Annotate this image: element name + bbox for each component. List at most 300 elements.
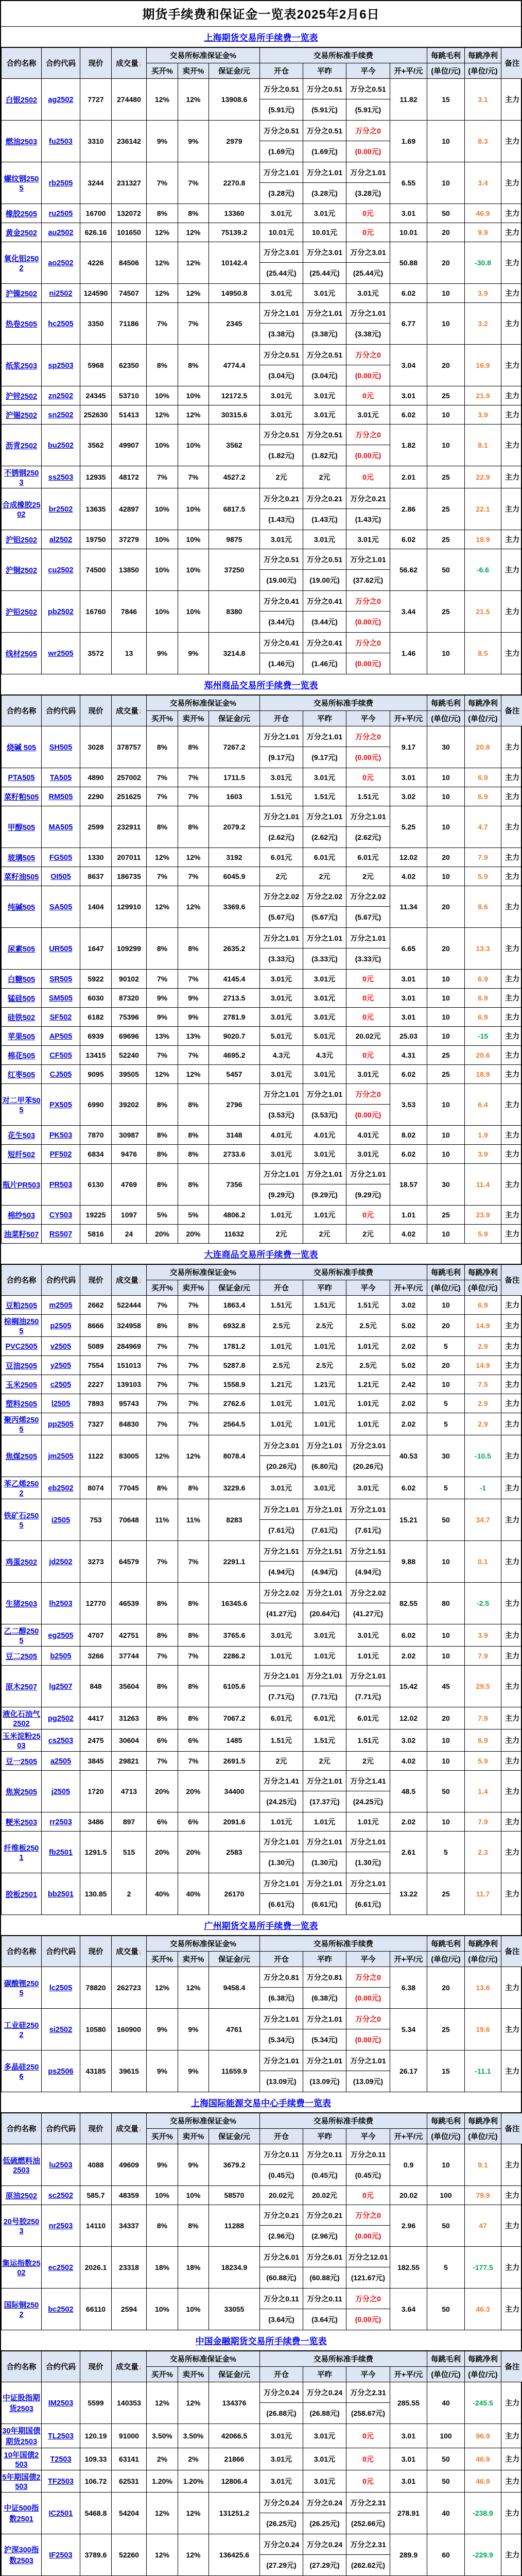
volume-cell: 39202 bbox=[112, 1084, 147, 1126]
col-header-volume-sort[interactable]: 成交量↓ bbox=[112, 2351, 147, 2382]
contract-code-link[interactable]: IC2501 bbox=[49, 2510, 73, 2518]
contract-code-link[interactable]: al2502 bbox=[49, 536, 72, 544]
tick-net-cell: 20.8 bbox=[465, 726, 501, 768]
col-header-net-unit: (单位/元) bbox=[465, 1952, 501, 1967]
contract-code-link[interactable]: lh2503 bbox=[49, 1600, 72, 1608]
contract-code-link[interactable]: fu2503 bbox=[49, 138, 73, 146]
price-cell: 3266 bbox=[80, 1647, 112, 1666]
contract-code-link[interactable]: rr2503 bbox=[49, 1818, 72, 1826]
tick-gross-cell: 10 bbox=[427, 1008, 465, 1027]
tick-gross-cell: 45 bbox=[427, 1666, 465, 1707]
contract-name-link[interactable]: 对二甲苯505 bbox=[2, 1097, 40, 1114]
price-cell: 16700 bbox=[80, 204, 112, 223]
open-plus-close-cell: 3.02 bbox=[390, 1296, 427, 1315]
open-plus-close-cell: 13.22 bbox=[390, 1873, 427, 1915]
contract-name-link[interactable]: 沪铝2502 bbox=[6, 536, 37, 545]
contract-name-link[interactable]: 国际铜2502 bbox=[4, 2301, 39, 2319]
contract-name-cell bbox=[2, 242, 42, 284]
open-fee-cell: 万分之0.41 (3.44元) bbox=[260, 591, 303, 633]
col-group-margin: 交易所标准保证金% bbox=[147, 48, 260, 63]
contract-name-link[interactable]: 玻璃505 bbox=[8, 854, 35, 862]
close-yest-fee-cell: 万分之1.01 (7.61元) bbox=[303, 1499, 346, 1541]
close-today-fee-cell: 3.01元 bbox=[346, 1065, 390, 1084]
contract-code-link[interactable]: bu2502 bbox=[48, 442, 74, 450]
open-plus-close-cell: 289.9 bbox=[390, 2534, 427, 2576]
contract-name-link[interactable]: 氧化铝2502 bbox=[4, 255, 39, 273]
contract-name-link[interactable]: 燃油2503 bbox=[6, 138, 37, 146]
contract-name-link[interactable]: PVC2505 bbox=[5, 1343, 37, 1351]
contract-name-link[interactable]: 纤维板2501 bbox=[4, 1844, 39, 1862]
close-today-fee-cell: 万分之2.02 (41.27元) bbox=[346, 1583, 390, 1624]
section-title[interactable]: 大连商品交易所手续费一览表 bbox=[1, 1244, 521, 1264]
contract-name-link[interactable]: 粳米2503 bbox=[6, 1819, 37, 1827]
buy-margin-cell: 7% bbox=[147, 466, 178, 488]
open-plus-close-cell: 3.01 bbox=[390, 2424, 427, 2448]
contract-name-link[interactable]: 沪镍2502 bbox=[6, 290, 37, 298]
contract-name-link[interactable]: 多晶硅2506 bbox=[4, 2063, 39, 2081]
contract-name-cell bbox=[2, 1647, 42, 1666]
contract-name-link[interactable]: 液化石油气2502 bbox=[3, 1710, 40, 1728]
sell-margin-cell: 7% bbox=[178, 787, 209, 806]
contract-code-link[interactable]: UR505 bbox=[49, 945, 72, 953]
contract-name-link[interactable]: 菜籽油505 bbox=[4, 873, 39, 882]
buy-margin-cell: 8% bbox=[147, 1145, 178, 1164]
open-fee-cell: 万分之1.01 (5.34元) bbox=[260, 2009, 303, 2050]
close-yest-fee-cell: 6.01元 bbox=[303, 848, 346, 867]
contract-name-link[interactable]: 鸡蛋2502 bbox=[6, 1558, 37, 1567]
contract-code-link[interactable]: ru2505 bbox=[49, 210, 73, 218]
close-today-fee-cell: 3.01元 bbox=[346, 1145, 390, 1164]
volume-cell: 109299 bbox=[112, 928, 147, 970]
margin-yuan-cell: 2345 bbox=[209, 303, 260, 345]
contract-code-link[interactable]: PF502 bbox=[50, 1150, 72, 1159]
contract-code-link[interactable]: m2505 bbox=[49, 1301, 72, 1310]
col-header-margin-yuan: 保证金/元 bbox=[209, 63, 260, 79]
close-today-fee-cell: 0元 bbox=[346, 768, 390, 787]
contract-code-cell bbox=[42, 2382, 80, 2424]
open-plus-close-cell: 6.02 bbox=[390, 405, 427, 425]
buy-margin-cell: 10% bbox=[147, 425, 178, 466]
close-yest-fee-cell: 5.01元 bbox=[303, 1027, 346, 1046]
contract-name-link[interactable]: 低硫燃料油2503 bbox=[3, 2157, 40, 2175]
open-plus-close-cell: 3.53 bbox=[390, 1084, 427, 1126]
price-cell: 6030 bbox=[80, 989, 112, 1008]
contract-code-link[interactable]: IM2503 bbox=[48, 2399, 73, 2408]
close-today-fee-cell: 万分之2.31 (258.67元) bbox=[346, 2382, 390, 2424]
col-group-margin: 交易所标准保证金% bbox=[147, 2113, 260, 2129]
contract-name-link[interactable]: 10年国债2503 bbox=[4, 2451, 39, 2469]
contract-row bbox=[2, 1435, 522, 1477]
section-title[interactable]: 上海国际能源交易中心手续费一览表 bbox=[1, 2092, 521, 2113]
contract-name-link[interactable]: 豆一2505 bbox=[6, 1758, 37, 1766]
margin-yuan-cell: 11632 bbox=[209, 1225, 260, 1244]
volume-cell: 23318 bbox=[112, 2247, 147, 2289]
contract-name-link[interactable]: 沪锡2502 bbox=[6, 412, 37, 420]
contract-name-link[interactable]: 5年期国债2503 bbox=[2, 2473, 40, 2491]
open-fee-cell: 3.01元 bbox=[260, 1008, 303, 1027]
volume-cell: 160900 bbox=[112, 2009, 147, 2050]
contract-name-link[interactable]: 棉花505 bbox=[8, 1052, 35, 1060]
sell-margin-cell: 8% bbox=[178, 345, 209, 386]
contract-code-link[interactable]: zn2502 bbox=[48, 392, 73, 400]
contract-name-link[interactable]: 螺纹钢2505 bbox=[4, 175, 39, 193]
contract-name-link[interactable]: 焦煤2505 bbox=[6, 1453, 37, 1461]
contract-name-link[interactable]: 合成橡胶2502 bbox=[2, 501, 40, 519]
contract-code-link[interactable]: FG505 bbox=[49, 854, 72, 862]
contract-name-link[interactable]: 沪铜2502 bbox=[6, 567, 37, 575]
volume-cell: 34337 bbox=[112, 2205, 147, 2247]
contract-name-link[interactable]: 铁矿石2505 bbox=[4, 1512, 39, 1530]
contract-code-link[interactable]: ni2502 bbox=[49, 290, 72, 298]
contract-code-link[interactable]: si2502 bbox=[49, 2026, 72, 2034]
contract-code-link[interactable]: SR505 bbox=[49, 975, 72, 984]
contract-name-link[interactable]: 油菜籽507 bbox=[4, 1231, 39, 1239]
contract-name-link[interactable]: 沪铅2502 bbox=[6, 608, 37, 617]
contract-name-link[interactable]: 白银2502 bbox=[6, 96, 37, 105]
margin-yuan-cell: 37250 bbox=[209, 549, 260, 591]
contract-code-link[interactable]: TL2503 bbox=[48, 2432, 74, 2441]
section-title[interactable]: 上海期货交易所手续费一览表 bbox=[1, 27, 521, 47]
tick-net-cell: -245.5 bbox=[465, 2382, 501, 2424]
contract-code-link[interactable]: ps2506 bbox=[48, 2067, 73, 2076]
fee-table bbox=[1, 47, 522, 674]
col-header-price: 现价 bbox=[80, 48, 112, 79]
contract-name-link[interactable]: 碳酸锂2505 bbox=[4, 1980, 39, 1997]
contract-code-link[interactable]: PK503 bbox=[49, 1131, 72, 1140]
open-fee-cell: 2元 bbox=[260, 1225, 303, 1244]
contract-row bbox=[2, 121, 522, 162]
contract-row bbox=[2, 2205, 522, 2247]
margin-yuan-cell: 13908.6 bbox=[209, 79, 260, 121]
contract-row bbox=[2, 2186, 522, 2205]
contract-code-link[interactable]: ag2502 bbox=[48, 96, 73, 104]
contract-name-link[interactable]: 原木2507 bbox=[6, 1683, 37, 1691]
contract-name-link[interactable]: 胶板2501 bbox=[6, 1891, 37, 1899]
buy-margin-cell: 12% bbox=[147, 2493, 178, 2534]
contract-name-link[interactable]: 沪锌2502 bbox=[6, 393, 37, 401]
buy-margin-cell: 11% bbox=[147, 1499, 178, 1541]
col-header-tick-gross: 每跳毛利 bbox=[427, 2113, 465, 2129]
contract-name-link[interactable]: 30年期国债期货2503 bbox=[2, 2427, 40, 2446]
contract-code-link[interactable]: IF2503 bbox=[49, 2551, 72, 2560]
note-cell: 主力 bbox=[501, 2186, 522, 2205]
contract-row bbox=[2, 1413, 522, 1435]
contract-name-link[interactable]: 尿素505 bbox=[8, 945, 35, 954]
col-header-volume-sort[interactable]: 成交量↓ bbox=[112, 1936, 147, 1967]
section-title[interactable]: 广州期货交易所手续费一览表 bbox=[1, 1915, 521, 1936]
contract-name-link[interactable]: 菜籽粕505 bbox=[4, 793, 39, 802]
contract-code-link[interactable]: T2503 bbox=[50, 2455, 71, 2464]
tick-net-cell: 96.9 bbox=[465, 2424, 501, 2448]
contract-name-link[interactable]: 玉米淀粉2503 bbox=[2, 1733, 40, 1750]
contract-code-link[interactable]: sn2502 bbox=[48, 411, 73, 419]
contract-name-link[interactable]: 瓶片PR503 bbox=[3, 1181, 40, 1190]
contract-name-link[interactable]: 20号胶2503 bbox=[4, 2218, 39, 2235]
contract-name-link[interactable]: 甲醇505 bbox=[8, 824, 35, 832]
contract-name-link[interactable]: 玉米2505 bbox=[6, 1381, 37, 1389]
contract-name-link[interactable]: 沥青2502 bbox=[6, 442, 37, 450]
buy-margin-cell: 12% bbox=[147, 1967, 178, 2009]
contract-code-link[interactable]: RS507 bbox=[49, 1230, 72, 1239]
contract-name-link[interactable]: 沪深300指数2503 bbox=[4, 2546, 39, 2565]
contract-name-link[interactable]: 聚丙烯2505 bbox=[4, 1416, 39, 1434]
contract-code-cell bbox=[42, 488, 80, 530]
contract-name-cell bbox=[2, 2050, 42, 2092]
buy-margin-cell: 7% bbox=[147, 768, 178, 787]
contract-code-link[interactable]: ss2503 bbox=[48, 473, 73, 482]
contract-code-link[interactable]: cu2502 bbox=[48, 566, 73, 574]
open-plus-close-cell: 4.02 bbox=[390, 1752, 427, 1771]
contract-code-link[interactable]: jd2502 bbox=[49, 1558, 72, 1566]
col-header-name: 合约名称 bbox=[2, 2113, 42, 2144]
contract-row bbox=[2, 633, 522, 674]
contract-code-cell bbox=[42, 549, 80, 591]
open-plus-close-cell: 6.65 bbox=[390, 928, 427, 970]
close-today-fee-cell: 万分之2.31 (262.62元) bbox=[346, 2534, 390, 2576]
contract-code-link[interactable]: PR503 bbox=[49, 1181, 72, 1189]
col-header-price: 现价 bbox=[80, 696, 112, 726]
tick-net-cell: 14.9 bbox=[465, 1315, 501, 1337]
contract-name-cell bbox=[2, 1356, 42, 1375]
contract-code-link[interactable]: sp2503 bbox=[48, 362, 73, 370]
close-yest-fee-cell: 3.01元 bbox=[303, 989, 346, 1008]
contract-code-link[interactable]: TA505 bbox=[50, 774, 72, 782]
contract-name-link[interactable]: 烧碱 505 bbox=[7, 744, 36, 752]
price-cell: 14110 bbox=[80, 2205, 112, 2247]
contract-code-link[interactable]: AP505 bbox=[49, 1032, 72, 1041]
col-header-price: 现价 bbox=[80, 1265, 112, 1296]
col-header-volume-sort[interactable]: 成交量↓ bbox=[112, 1265, 147, 1296]
contract-name-link[interactable]: 豆油2505 bbox=[6, 1362, 37, 1370]
sell-margin-cell: 7% bbox=[178, 1356, 209, 1375]
contract-code-link[interactable]: l2505 bbox=[51, 1400, 70, 1408]
contract-name-cell bbox=[2, 2144, 42, 2186]
contract-name-link[interactable]: PTA505 bbox=[8, 774, 34, 782]
contract-code-link[interactable]: SH505 bbox=[49, 743, 72, 752]
contract-code-link[interactable]: lc2505 bbox=[49, 1984, 72, 1992]
contract-code-link[interactable]: y2505 bbox=[50, 1362, 71, 1370]
contract-code-cell bbox=[42, 530, 80, 549]
contract-code-link[interactable]: jm2505 bbox=[48, 1452, 73, 1461]
contract-code-link[interactable]: pg2502 bbox=[48, 1715, 74, 1723]
tick-net-cell: 21.9 bbox=[465, 386, 501, 405]
contract-name-link[interactable]: 锰硅505 bbox=[8, 995, 35, 1003]
contract-code-link[interactable]: eg2505 bbox=[48, 1632, 73, 1640]
tick-net-cell: 3.9 bbox=[465, 405, 501, 425]
contract-code-link[interactable]: b2505 bbox=[50, 1652, 71, 1660]
note-cell: 主力 bbox=[501, 1337, 522, 1356]
col-header-note: 备注 bbox=[501, 48, 522, 79]
contract-code-link[interactable]: au2502 bbox=[48, 229, 73, 237]
contract-code-link[interactable]: lg2507 bbox=[49, 1683, 72, 1691]
contract-name-link[interactable]: 苹果505 bbox=[8, 1033, 35, 1041]
contract-code-cell bbox=[42, 79, 80, 121]
contract-code-link[interactable]: lu2503 bbox=[49, 2161, 72, 2170]
contract-code-link[interactable]: sc2502 bbox=[48, 2192, 73, 2200]
tick-net-cell: 5.9 bbox=[465, 867, 501, 886]
sell-margin-cell: 10% bbox=[178, 488, 209, 530]
contract-name-link[interactable]: 红枣505 bbox=[8, 1071, 35, 1079]
contract-code-link[interactable]: wr2505 bbox=[48, 650, 73, 658]
margin-yuan-cell: 42066.5 bbox=[209, 2424, 260, 2448]
contract-code-link[interactable]: pb2502 bbox=[48, 608, 74, 616]
contract-code-link[interactable]: i2505 bbox=[51, 1516, 70, 1524]
contract-name-link[interactable]: 中证500指数2501 bbox=[4, 2504, 39, 2523]
contract-name-link[interactable]: 纯碱505 bbox=[8, 904, 35, 912]
note-cell: 主力 bbox=[501, 386, 522, 405]
sell-margin-cell: 10% bbox=[178, 549, 209, 591]
contract-code-link[interactable]: p2505 bbox=[50, 1322, 71, 1330]
contract-code-link[interactable]: ao2502 bbox=[48, 259, 73, 267]
contract-name-link[interactable]: 乙二醇2505 bbox=[4, 1628, 39, 1645]
sell-margin-cell: 9% bbox=[178, 2144, 209, 2186]
contract-name-link[interactable]: 集运指数2502 bbox=[2, 2260, 40, 2277]
contract-name-link[interactable]: 工业硅2502 bbox=[4, 2022, 39, 2039]
contract-name-link[interactable]: 热卷2505 bbox=[6, 320, 37, 329]
volume-cell: 37744 bbox=[112, 1647, 147, 1666]
sell-margin-cell: 8% bbox=[178, 2205, 209, 2247]
contract-code-link[interactable]: j2505 bbox=[51, 1788, 70, 1796]
sell-margin-cell: 7% bbox=[178, 162, 209, 204]
contract-code-link[interactable]: OI505 bbox=[50, 873, 71, 881]
contract-name-link[interactable]: 纸浆2503 bbox=[6, 362, 37, 370]
contract-code-link[interactable]: bb2501 bbox=[48, 1890, 74, 1899]
margin-yuan-cell: 1558.9 bbox=[209, 1375, 260, 1394]
contract-name-link[interactable]: 豆粕2505 bbox=[6, 1302, 37, 1310]
sell-margin-cell: 12% bbox=[178, 223, 209, 242]
close-yest-fee-cell: 万分之0.51 (3.04元) bbox=[303, 345, 346, 386]
contract-code-link[interactable]: MA505 bbox=[49, 823, 73, 832]
col-header-open: 开仓 bbox=[260, 1280, 303, 1296]
contract-code-link[interactable]: SM505 bbox=[49, 994, 73, 1003]
col-header-volume-sort[interactable]: 成交量↓ bbox=[112, 48, 147, 79]
close-yest-fee-cell: 万分之3.01 (25.44元) bbox=[303, 242, 346, 284]
close-today-fee-cell: 0元 bbox=[346, 2448, 390, 2470]
contract-name-link[interactable]: 棕榈油2505 bbox=[4, 1318, 39, 1335]
contract-code-link[interactable]: fb2501 bbox=[49, 1849, 73, 1857]
buy-margin-cell: 8% bbox=[147, 1707, 178, 1730]
col-header-volume-sort[interactable]: 成交量↓ bbox=[112, 696, 147, 726]
contract-name-link[interactable]: 不锈钢2503 bbox=[4, 469, 39, 487]
price-cell: 3028 bbox=[80, 726, 112, 768]
contract-code-link[interactable]: hc2505 bbox=[48, 320, 73, 328]
contract-code-link[interactable]: cs2503 bbox=[48, 1737, 73, 1745]
contract-name-link[interactable]: 黄金2502 bbox=[6, 229, 37, 238]
close-yest-fee-cell: 万分之1.01 (20.64元) bbox=[303, 1583, 346, 1624]
contract-code-cell bbox=[42, 1541, 80, 1583]
contract-code-link[interactable]: PX505 bbox=[49, 1101, 72, 1109]
close-yest-fee-cell: 万分之1.01 (2.62元) bbox=[303, 806, 346, 848]
section-title[interactable]: 中国金融期货交易所手续费一览表 bbox=[1, 2330, 521, 2351]
contract-code-link[interactable]: br2502 bbox=[49, 505, 73, 514]
close-today-fee-cell: 3.01元 bbox=[346, 284, 390, 303]
contract-code-link[interactable]: v2505 bbox=[50, 1343, 71, 1351]
col-header-gross-unit: (单位/元) bbox=[427, 1952, 465, 1967]
open-plus-close-cell: 25.03 bbox=[390, 1027, 427, 1046]
tick-gross-cell: 40 bbox=[427, 2382, 465, 2424]
contract-name-link[interactable]: 中证股指期货2503 bbox=[3, 2394, 40, 2413]
sell-margin-cell: 8% bbox=[178, 1583, 209, 1624]
contract-code-link[interactable]: CF505 bbox=[49, 1052, 72, 1060]
contract-name-link[interactable]: 苯乙烯2502 bbox=[4, 1480, 39, 1498]
contract-code-link[interactable]: eb2502 bbox=[48, 1484, 73, 1493]
volume-cell: 522444 bbox=[112, 1296, 147, 1315]
contract-name-link[interactable]: 焦炭2505 bbox=[6, 1788, 37, 1797]
contract-code-link[interactable]: c2505 bbox=[50, 1381, 71, 1389]
contract-code-link[interactable]: SA505 bbox=[49, 903, 72, 911]
contract-code-cell bbox=[42, 2050, 80, 2092]
col-header-open: 开仓 bbox=[260, 63, 303, 79]
contract-name-link[interactable]: 花生503 bbox=[8, 1132, 35, 1140]
contract-code-link[interactable]: pp2505 bbox=[48, 1420, 74, 1429]
contract-code-link[interactable]: SF502 bbox=[50, 1013, 72, 1022]
col-header-code: 合约代码 bbox=[42, 2351, 80, 2382]
contract-name-link[interactable]: 生猪2503 bbox=[6, 1600, 37, 1608]
tick-gross-cell: 25 bbox=[427, 1046, 465, 1065]
sell-margin-cell: 10% bbox=[178, 386, 209, 405]
tick-gross-cell: 10 bbox=[427, 1375, 465, 1394]
open-fee-cell: 3.01元 bbox=[260, 768, 303, 787]
contract-name-link[interactable]: 线材2505 bbox=[6, 650, 37, 658]
close-yest-fee-cell: 3.01元 bbox=[303, 405, 346, 425]
contract-code-link[interactable]: TF2503 bbox=[48, 2478, 74, 2486]
col-header-volume-sort[interactable]: 成交量↓ bbox=[112, 2113, 147, 2144]
buy-margin-cell: 9% bbox=[147, 121, 178, 162]
contract-name-link[interactable]: 白糖505 bbox=[8, 976, 35, 984]
contract-name-link[interactable]: 短纤502 bbox=[8, 1151, 35, 1159]
contract-code-link[interactable]: CY503 bbox=[49, 1211, 72, 1219]
contract-code-link[interactable]: nr2503 bbox=[49, 2222, 73, 2230]
col-header-margin-yuan: 保证金/元 bbox=[209, 2129, 260, 2144]
contract-name-link[interactable]: 橡胶2505 bbox=[6, 210, 37, 218]
tick-net-cell: 8.3 bbox=[465, 121, 501, 162]
open-fee-cell: 1.01元 bbox=[260, 1647, 303, 1666]
contract-code-link[interactable]: rb2505 bbox=[49, 179, 73, 188]
open-plus-close-cell: 5.34 bbox=[390, 2009, 427, 2050]
contract-name-link[interactable]: 豆二2505 bbox=[6, 1653, 37, 1661]
contract-code-link[interactable]: a2505 bbox=[50, 1757, 71, 1766]
contract-code-cell bbox=[42, 2144, 80, 2186]
tick-gross-cell: 30 bbox=[427, 726, 465, 768]
sell-margin-cell: 10% bbox=[178, 2186, 209, 2205]
col-header-open-plus-close: 开+平/元 bbox=[390, 711, 427, 726]
tick-gross-cell: 50 bbox=[427, 549, 465, 591]
sell-margin-cell: 12% bbox=[178, 886, 209, 928]
contract-row bbox=[2, 223, 522, 242]
contract-code-link[interactable]: CJ505 bbox=[50, 1071, 72, 1079]
contract-code-link[interactable]: ec2502 bbox=[48, 2264, 73, 2272]
contract-name-link[interactable]: 原油2502 bbox=[6, 2192, 37, 2200]
price-cell: 13635 bbox=[80, 488, 112, 530]
open-fee-cell: 3.01元 bbox=[260, 2448, 303, 2470]
contract-name-link[interactable]: 硅铁502 bbox=[8, 1014, 35, 1022]
contract-name-link[interactable]: 棉纱503 bbox=[8, 1212, 35, 1220]
open-plus-close-cell: 4.31 bbox=[390, 1046, 427, 1065]
volume-cell: 54204 bbox=[112, 2493, 147, 2534]
open-fee-cell: 1.01元 bbox=[260, 1206, 303, 1225]
contract-code-link[interactable]: RM505 bbox=[49, 793, 73, 801]
contract-name-link[interactable]: 塑料2505 bbox=[6, 1400, 37, 1409]
sell-margin-cell: 12% bbox=[178, 848, 209, 867]
contract-code-cell bbox=[42, 223, 80, 242]
contract-code-link[interactable]: bc2502 bbox=[48, 2306, 73, 2314]
open-fee-cell: 20.02元 bbox=[260, 2186, 303, 2205]
section-title[interactable]: 郑州商品交易所手续费一览表 bbox=[1, 674, 521, 695]
close-yest-fee-cell: 1.51元 bbox=[303, 1296, 346, 1315]
volume-cell: 1097 bbox=[112, 1206, 147, 1225]
close-today-fee-cell: 1.51元 bbox=[346, 1296, 390, 1315]
col-header-buy-margin: 买开% bbox=[147, 711, 178, 726]
